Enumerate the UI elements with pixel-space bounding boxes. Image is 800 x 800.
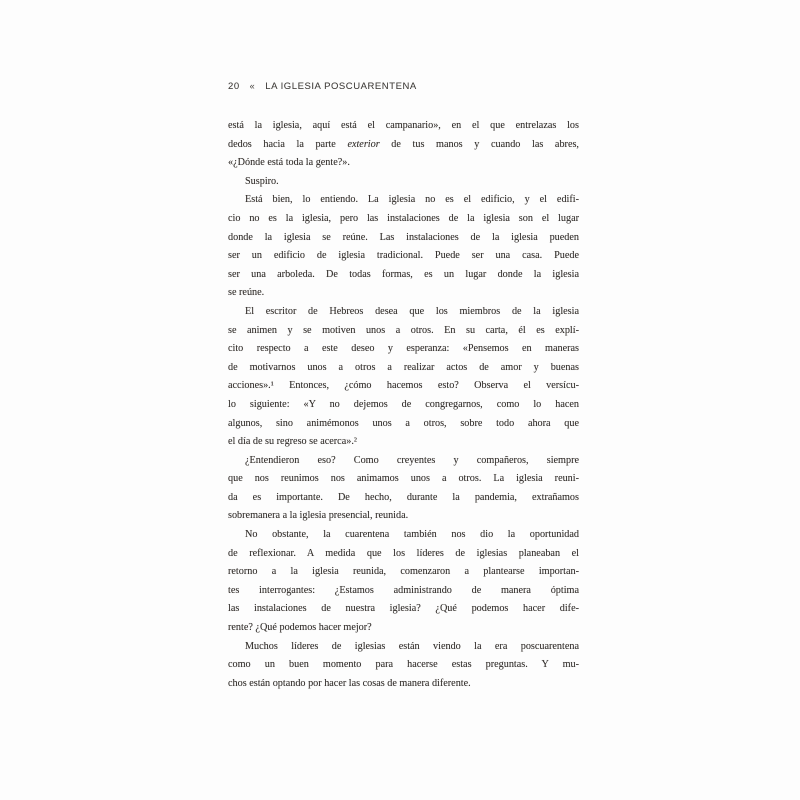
body-line: dedos hacia la parte exterior de tus manos y cuando las abres, bbox=[228, 138, 579, 150]
body-line: cio no es la iglesia, pero las instalaciones de la iglesia son el lugar bbox=[228, 212, 579, 224]
body-line: Suspiro. bbox=[245, 175, 279, 187]
body-line: acciones».¹ Entonces, ¿cómo hacemos esto? Observa el versícu- bbox=[228, 380, 579, 392]
body-line: de reflexionar. A medida que los líderes de iglesias planeaban el bbox=[228, 547, 579, 559]
body-line: que nos reunimos nos animamos unos a otros. La iglesia reuni- bbox=[228, 473, 579, 485]
paragraph bbox=[228, 117, 579, 173]
body-line: tes interrogantes: ¿Estamos administrando de manera óptima bbox=[228, 584, 579, 596]
paragraph bbox=[228, 526, 579, 638]
body-line: ¿Entendieron eso? Como creyentes y compañeros, siempre bbox=[245, 454, 579, 466]
paragraph bbox=[228, 173, 579, 192]
paragraph bbox=[228, 191, 579, 303]
page-number: 20 bbox=[228, 81, 240, 92]
body-line: el día de su regreso se acerca».² bbox=[228, 436, 357, 448]
body-line: como un buen momento para hacerse estas preguntas. Y mu- bbox=[228, 659, 579, 671]
body-line: donde la iglesia se reúne. Las instalaciones de la iglesia pueden bbox=[228, 231, 579, 243]
body-line: está la iglesia, aquí está el campanario», en el que entrelazas los bbox=[228, 120, 579, 131]
body-line: cito respecto a este deseo y esperanza: «Pensemos en maneras bbox=[228, 343, 579, 355]
body-line: No obstante, la cuarentena también nos dio la oportunidad bbox=[245, 529, 579, 541]
header-separator-glyph: « bbox=[249, 81, 256, 91]
body-line: lo siguiente: «Y no dejemos de congregarnos, como lo hacen bbox=[228, 398, 579, 410]
body-line: se reúne. bbox=[228, 287, 265, 299]
body-line: las instalaciones de nuestra iglesia? ¿Qué podemos hacer dife- bbox=[228, 603, 579, 615]
paragraph bbox=[228, 452, 579, 526]
paragraph bbox=[228, 638, 579, 694]
body-line: Está bien, lo entiendo. La iglesia no es el edificio, y el edifi- bbox=[245, 194, 579, 206]
body-line: ser un edificio de iglesia tradicional. Puede ser una casa. Puede bbox=[228, 250, 579, 262]
body-line: sobremanera a la iglesia presencial, reunida. bbox=[228, 510, 409, 522]
body-line: rente? ¿Qué podemos hacer mejor? bbox=[228, 622, 372, 634]
body-line: de motivarnos unos a otros a realizar actos de amor y buenas bbox=[228, 361, 579, 373]
body-line: «¿Dónde está toda la gente?». bbox=[228, 157, 350, 169]
body-line: El escritor de Hebreos desea que los miembros de la iglesia bbox=[245, 305, 579, 317]
body-line: ser una arboleda. De todas formas, es un lugar donde la iglesia bbox=[228, 268, 579, 280]
body-line: algunos, sino animémonos unos a otros, sobre todo ahora que bbox=[228, 417, 579, 429]
page-body bbox=[228, 117, 579, 693]
italic-text: exterior bbox=[347, 138, 380, 150]
body-line: da es importante. De hecho, durante la pandemia, extrañamos bbox=[228, 491, 579, 503]
body-line: chos están optando por hacer las cosas de manera diferente. bbox=[228, 677, 471, 689]
paragraph bbox=[228, 303, 579, 452]
body-line: se animen y se motiven unos a otros. En su carta, él es explí- bbox=[228, 324, 579, 336]
page-header bbox=[228, 81, 417, 92]
running-title: LA IGLESIA POSCUARENTENA bbox=[265, 81, 417, 92]
body-line: retorno a la iglesia reunida, comenzaron a plantearse importan- bbox=[228, 566, 579, 578]
body-line: Muchos líderes de iglesias están viendo la era poscuarentena bbox=[245, 640, 579, 652]
